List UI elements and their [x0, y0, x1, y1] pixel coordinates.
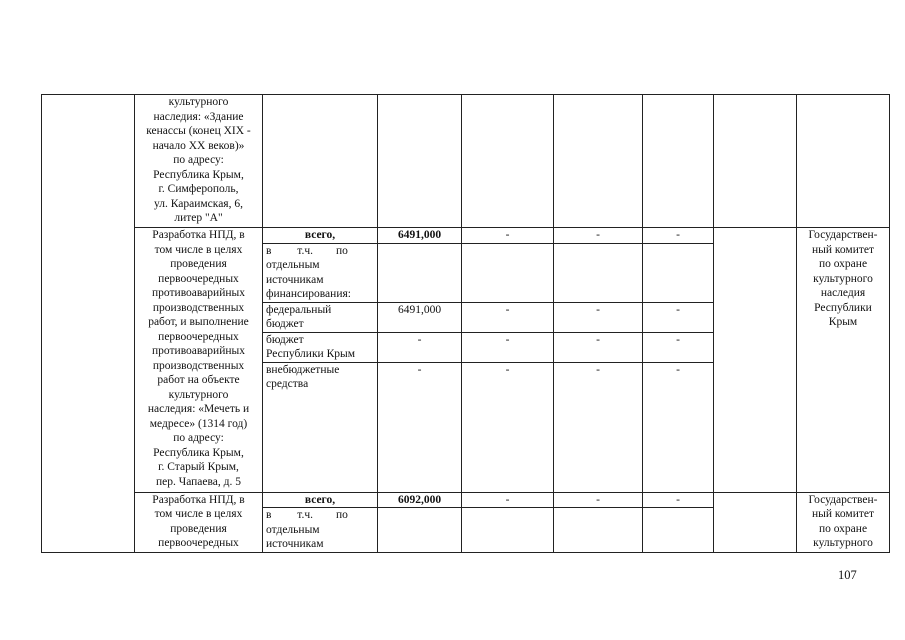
total-value: 6491,000	[378, 228, 462, 244]
total-label: всего,	[263, 228, 378, 244]
index-cell	[42, 95, 135, 553]
object-description-cell: культурного наследия: «Здание кенассы (конец XIX - начало XX веков)» по адресу: Республика Крым, г. Симферополь, ул. Караимская, 6, литер "А"	[135, 95, 263, 228]
total-label: всего,	[263, 492, 378, 508]
total-value: 6092,000	[378, 492, 462, 508]
executor-cell: Государствен- ный комитет по охране культурного	[797, 492, 890, 552]
budget-table	[41, 94, 890, 553]
table-row: внебюджетные средства - - - -	[42, 362, 890, 492]
object-description-cell: Разработка НПД, в том числе в целях проведения первоочередных противоаварийных производственных работ, и выполнение первоочередных противоаварийных производственных работ на объекте культурного наследия: «Мечеть и медресе» (1314 год) по адресу: Республика Крым, г. Старый Крым, пер. Чапаева, д. 5	[135, 228, 263, 493]
table-row: Разработка НПД, в том числе в целях проведения первоочередных всего, 6092,000 - - - Государствен- ный комитет по охране культурного	[42, 492, 890, 508]
table-row	[42, 95, 890, 228]
federal-label: федеральный бюджет	[263, 302, 378, 332]
object-description-cell: Разработка НПД, в том числе в целях проведения первоочередных	[135, 492, 263, 552]
table-row: федеральный бюджет 6491,000 - - -	[42, 302, 890, 332]
republic-label: бюджет Республики Крым	[263, 332, 378, 362]
federal-value: 6491,000	[378, 302, 462, 332]
executor-cell: Государствен- ный комитет по охране культурного наследия Республики Крым	[797, 228, 890, 493]
table-row: Разработка НПД, в том числе в целях проведения первоочередных противоаварийных производственных работ, и выполнение первоочередных противоаварийных производственных работ на объекте культурного наследия: «Мечеть и медресе» (1314 год) по адресу: Республика Крым, г. Старый Крым, пер. Чапаева, д. 5 всего, 6491,000 - - - Государствен- ный комитет по охране культурного наследия Республики Крым	[42, 228, 890, 244]
extra-value: -	[378, 362, 462, 492]
sources-label: в т.ч. по отдельным источникам финансирования:	[263, 243, 378, 302]
extra-label: внебюджетные средства	[263, 362, 378, 492]
republic-value: -	[378, 332, 462, 362]
sources-label: в т.ч. по отдельным источникам	[263, 508, 378, 553]
page-number: 107	[838, 568, 857, 582]
table-row: бюджет Республики Крым - - - -	[42, 332, 890, 362]
